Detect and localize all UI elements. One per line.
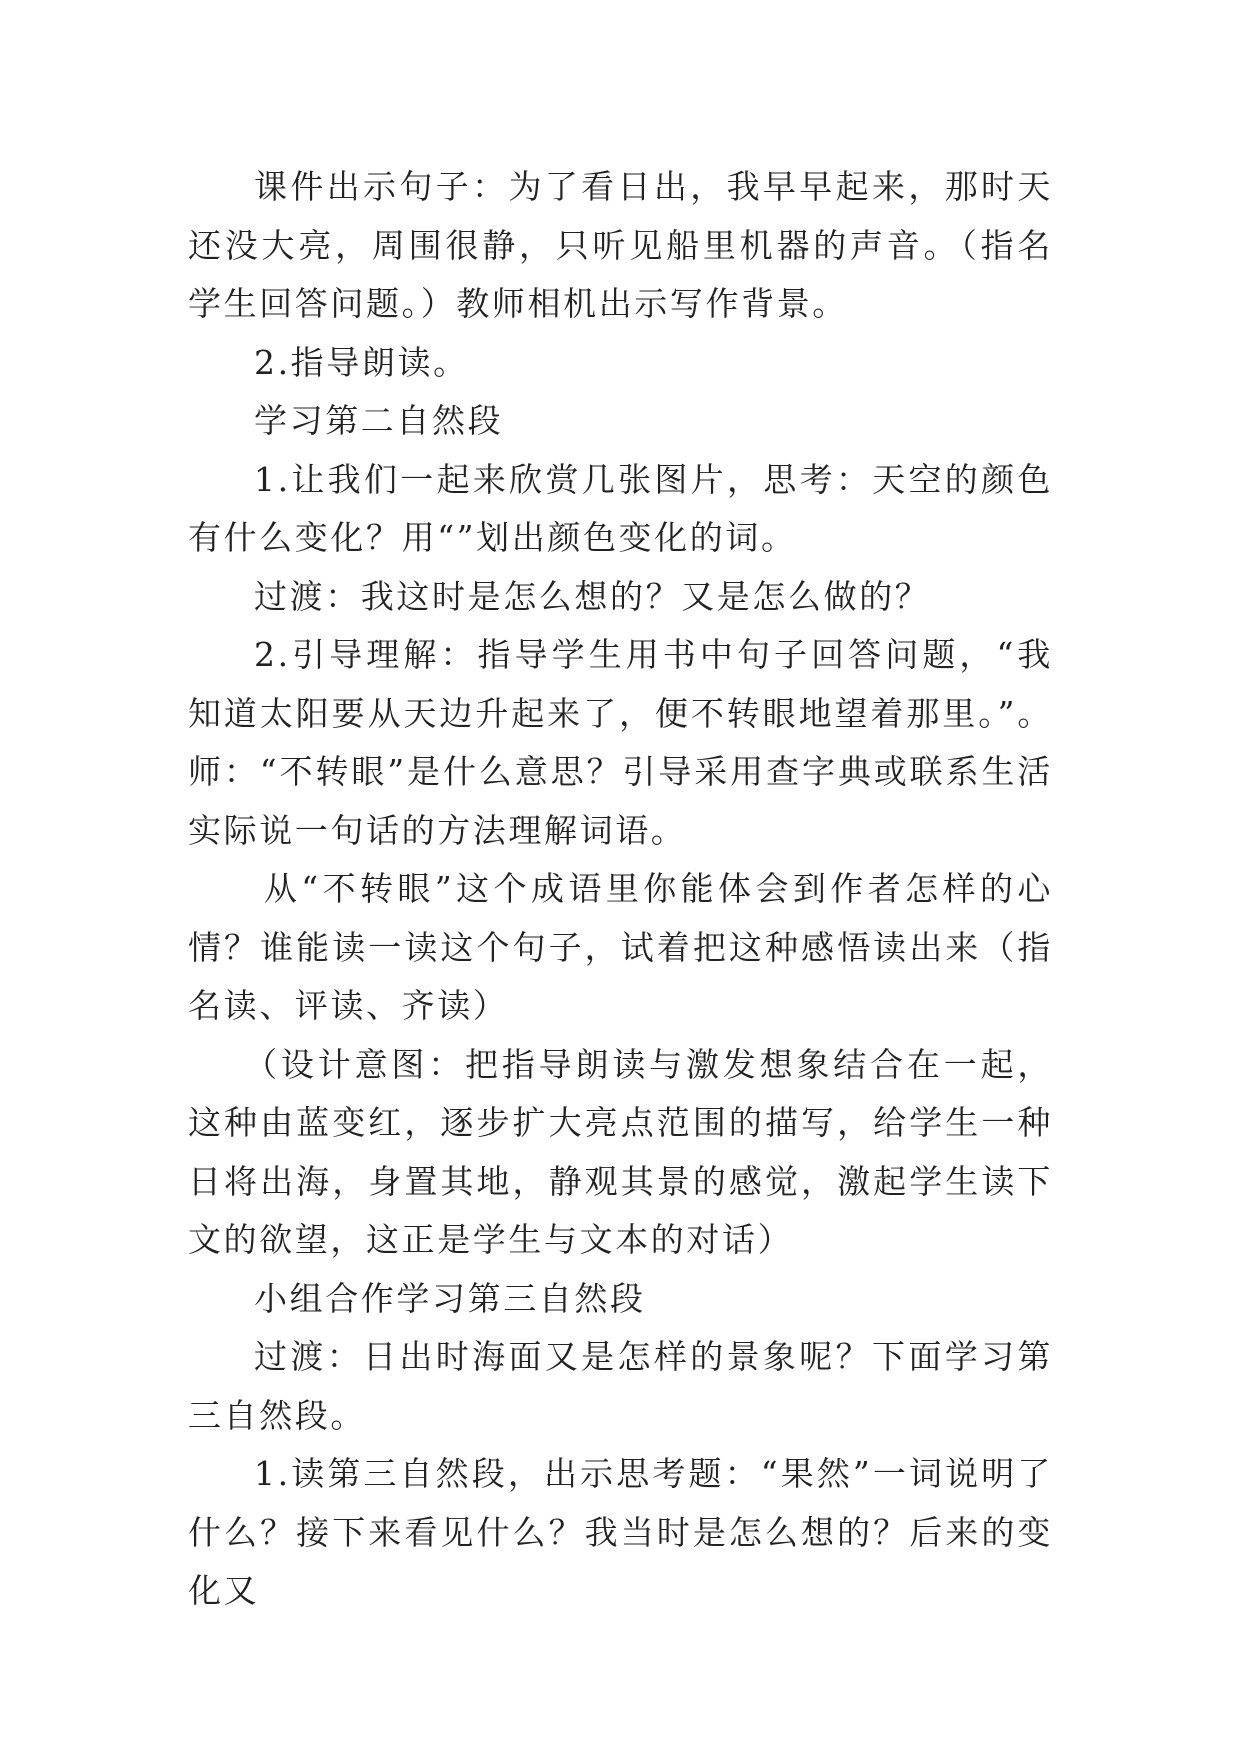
paragraph-sentence-display: 课件出示句子：为了看日出，我早早起来，那时天还没大亮，周围很静，只听见船里机器的声音。（指名学生回答问题。）教师相机出示写作背景。 bbox=[188, 167, 1053, 323]
paragraph-sky-color: 1.让我们一起来欣赏几张图片，思考：天空的颜色有什么变化？用“”划出颜色变化的词。 bbox=[188, 459, 1053, 557]
section-heading-paragraph-three: 小组合作学习第三自然段 bbox=[254, 1278, 646, 1318]
section-heading-paragraph-two: 学习第二自然段 bbox=[254, 401, 504, 440]
paragraph-design-intent: （设计意图：把指导朗读与激发想象结合在一起，这种由蓝变红，逐步扩大亮点范围的描写，给学生一种日将出海，身置其地，静观其景的感觉，激起学生读下文的欲望，这正是学生与文本的对话） bbox=[188, 1044, 1053, 1259]
paragraph-feeling-question: 从“不转眼”这个成语里你能体会到作者怎样的心情？谁能读一读这个句子，试着把这种感悟读出来（指名读、评读、齐读） bbox=[188, 869, 1053, 1025]
paragraph-transition-one: 过渡：我这时是怎么想的？又是怎么做的？ bbox=[254, 576, 931, 616]
paragraph-guided-reading: 2.指导朗读。 bbox=[254, 342, 469, 382]
paragraph-guided-understanding: 2.引导理解：指导学生用书中句子回答问题，“我知道太阳要从天边升起来了，便不转眼地望着那里。”。师：“不转眼”是什么意思？引导采用查字典或联系生活实际说一句话的方法理解词语。 bbox=[188, 635, 1053, 850]
document-page bbox=[188, 158, 1053, 1621]
paragraph-transition-two: 过渡：日出时海面又是怎样的景象呢？下面学习第三自然段。 bbox=[188, 1337, 1053, 1435]
paragraph-reading-questions: 1.读第三自然段，出示思考题：“果然”一词说明了什么？接下来看见什么？我当时是怎么想的？后来的变化又 bbox=[188, 1454, 1053, 1610]
